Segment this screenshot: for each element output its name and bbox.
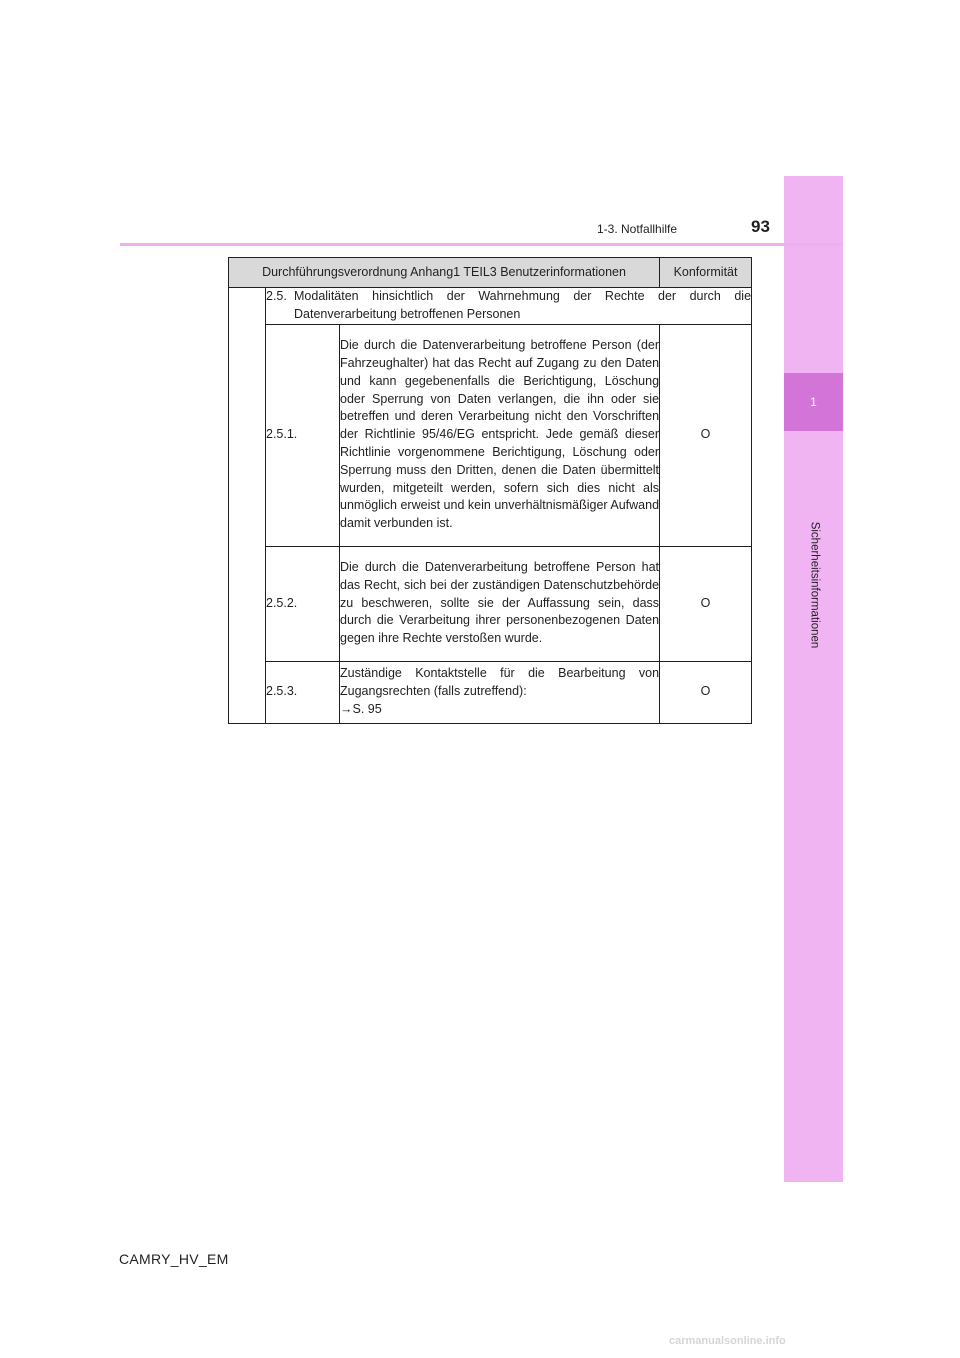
chapter-number-badge: 1 (784, 373, 843, 431)
row-number: 2.5.3. (266, 661, 340, 723)
row-conformity: O (660, 324, 752, 546)
section-title: 1-3. Notfallhilfe (597, 222, 678, 236)
page-reference-link[interactable]: →S. 95 (340, 701, 382, 716)
table-row (229, 324, 752, 546)
subheading-cell (266, 288, 752, 325)
page-number: 93 (751, 217, 770, 236)
table-row (229, 546, 752, 661)
table-row (229, 661, 752, 723)
subheading-text: Modalitäten hinsichtlich der Wahrnehmung der Rechte der durch die Datenverarbeitung betroffenen Personen (294, 289, 752, 321)
chapter-title-text: Sicherheitsinformationen (808, 521, 821, 649)
row-number: 2.5.1. (266, 324, 340, 546)
table-header-row (229, 258, 752, 288)
row-text (340, 661, 660, 723)
watermark: carmanualsonline.info (669, 1335, 786, 1347)
indent-cell (229, 288, 266, 724)
table-subheading-row (229, 288, 752, 325)
conformity-table (228, 257, 752, 724)
row-conformity: O (660, 661, 752, 723)
row-number: 2.5.2. (266, 546, 340, 661)
subheading-number: 2.5. (266, 289, 287, 303)
row-text: Die durch die Datenverarbeitung betroffene Person hat das Recht, sich bei der zuständigen Datenschutzbehörde zu beschweren, sollte sie der Auffassung sein, dass durch die Verarbeitung ihrer personenbezogenen Daten gegen ihre Rechte verstoßen wurde. (340, 546, 660, 661)
chapter-side-tab (784, 176, 843, 1182)
row-text-line: Zuständige Kontaktstelle für die Bearbeitung von Zugangsrechten (falls zutreffend): (340, 666, 660, 699)
column-header-conformity: Konformität (660, 258, 752, 288)
row-conformity: O (660, 546, 752, 661)
header-rule (120, 243, 842, 246)
row-text: Die durch die Datenverarbeitung betroffene Person (der Fahrzeughalter) hat das Recht auf Zugang zu den Daten und kann gegebenenfalls die Berichtigung, Löschung oder Sperrung von Daten verlangen, die ihn oder sie betreffen und deren Verarbeitung nicht den Vorschriften der Richtlinie 95/46/EG entspricht. Jede gemäß dieser Richtlinie vorgenommene Berichtigung, Löschung oder Sperrung muss den Dritten, denen die Daten übermittelt wurden, mitgeteilt werden, sofern sich dies nicht als unmöglich erweist und kein unverhältnismäßiger Aufwand damit verbunden ist. (340, 324, 660, 546)
document-code: CAMRY_HV_EM (119, 1251, 229, 1267)
column-header-regulation: Durchführungsverordnung Anhang1 TEIL3 Benutzerinformationen (229, 258, 660, 288)
